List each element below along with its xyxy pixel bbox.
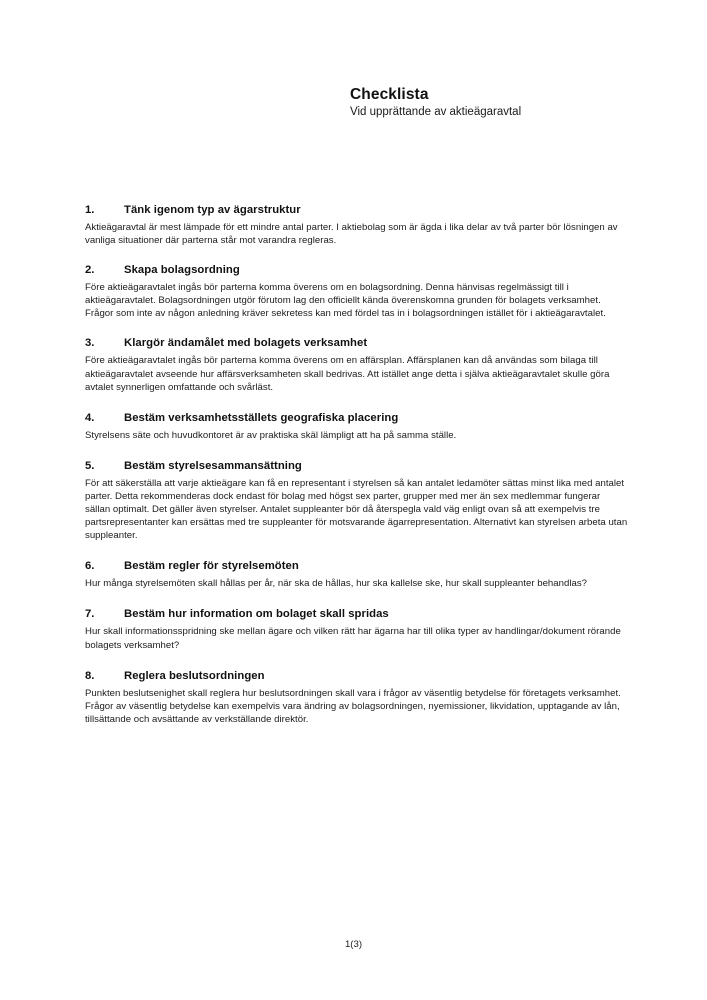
section-body: Före aktieägaravtalet ingås bör parterna komma överens om en affärsplan. Affärsplanen kan då användas som bilaga till aktieägaravtalet avseende hur affärsverksamheten skall bedrivas. Att istället ange detta i själva aktieägaravtalet skulle göra avtalet synnerligen omfattande och svårläst.	[85, 355, 610, 393]
section-body: Hur många styrelsemöten skall hållas per år, när ska de hållas, hur ska kallelse ske, hur skall suppleanter behandlas?	[85, 578, 588, 590]
section-number: 8.	[85, 669, 95, 682]
section-title: Bestäm verksamhetsställets geografiska placering	[124, 411, 399, 424]
section-heading	[85, 203, 628, 218]
section-number: 3.	[85, 337, 95, 350]
checklist-section-2	[85, 263, 628, 320]
section-number: 5.	[85, 459, 95, 472]
section-heading	[85, 559, 628, 574]
section-body: Styrelsens säte och huvudkontoret är av praktiska skäl lämpligt att ha på samma ställe.	[85, 429, 457, 441]
section-body: Aktieägaravtal är mest lämpade för ett mindre antal parter. I aktiebolag som är ägda i lika delar av två parter bör lösningen av vanliga situationer där parterna står mot varandra regleras.	[85, 222, 618, 247]
section-title: Reglera beslutsordningen	[124, 669, 265, 682]
section-heading	[85, 459, 628, 474]
checklist-sections	[85, 203, 628, 726]
checklist-section-3	[85, 336, 628, 393]
section-body: För att säkerställa att varje aktieägare kan få en representant i styrelsen så kan antalet ledamöter sättas minst lika med antalet parter. Detta rekommenderas dock endast för bolag med högst sex parter, grupper med mer än sex medlemmar fungerar sällan optimalt. Det gäller även styrelser. Antalet suppleanter bör då återspegla vald väg enligt ovan så att exempelvis tre partsrepresentanter kan ersättas med tre suppleanter för motsvarande ägarrepresentation. Alternativt kan styrelsen arbeta utan suppleanter.	[85, 477, 628, 542]
page-title: Checklista	[350, 86, 429, 103]
section-body: Punkten beslutsenighet skall reglera hur beslutsordningen skall vara i frågor av väsentlig betydelse för företagets verksamhet. Frågor av väsentlig betydelse kan exempelvis vara ändring av bolagsordningen, nyemissioner, likvidation, upptagande av lån, tillsättande och avsättande av verkställande direktör.	[85, 687, 621, 725]
section-body: Hur skall informationsspridning ske mellan ägare och vilken rätt har ägarna har till olika typer av handlingar/dokument rörande bolagets verksamhet?	[85, 626, 621, 651]
checklist-section-7	[85, 607, 628, 651]
document-title-block	[350, 86, 650, 120]
section-title: Skapa bolagsordning	[124, 264, 240, 277]
checklist-section-6	[85, 559, 628, 590]
section-heading	[85, 263, 628, 278]
page-number-footer: 1(3)	[344, 939, 363, 950]
section-title: Bestäm styrelsesammansättning	[124, 459, 302, 472]
section-number: 2.	[85, 264, 95, 277]
section-number: 1.	[85, 204, 95, 216]
section-heading	[85, 607, 628, 622]
section-number: 4.	[85, 411, 95, 424]
section-number: 7.	[85, 608, 95, 621]
section-heading	[85, 669, 628, 684]
section-title: Bestäm hur information om bolaget skall spridas	[124, 608, 389, 621]
section-number: 6.	[85, 560, 95, 573]
section-title: Tänk igenom typ av ägarstruktur	[124, 204, 301, 216]
checklist-section-5	[85, 459, 628, 542]
section-title: Bestäm regler för styrelsemöten	[124, 560, 299, 573]
section-heading	[85, 336, 628, 351]
checklist-section-8	[85, 669, 628, 726]
checklist-section-4	[85, 411, 628, 442]
section-heading	[85, 411, 628, 426]
checklist-section-1	[85, 203, 628, 247]
section-body: Före aktieägaravtalet ingås bör parterna komma överens om en bolagsordning. Denna hänvisas regelmässigt till i aktieägaravtalet. Bolagsordningen utgör förutom lag den officiellt kända överenskomna grunden för bolagets verksamhet. Frågor som inte av någon anledning kräver sekretess kan med fördel tas in i bolagsordningen istället för i aktieägaravtalet.	[85, 282, 606, 320]
section-title: Klargör ändamålet med bolagets verksamhet	[124, 337, 368, 350]
page-subtitle: Vid upprättande av aktieägaravtal	[350, 106, 522, 118]
